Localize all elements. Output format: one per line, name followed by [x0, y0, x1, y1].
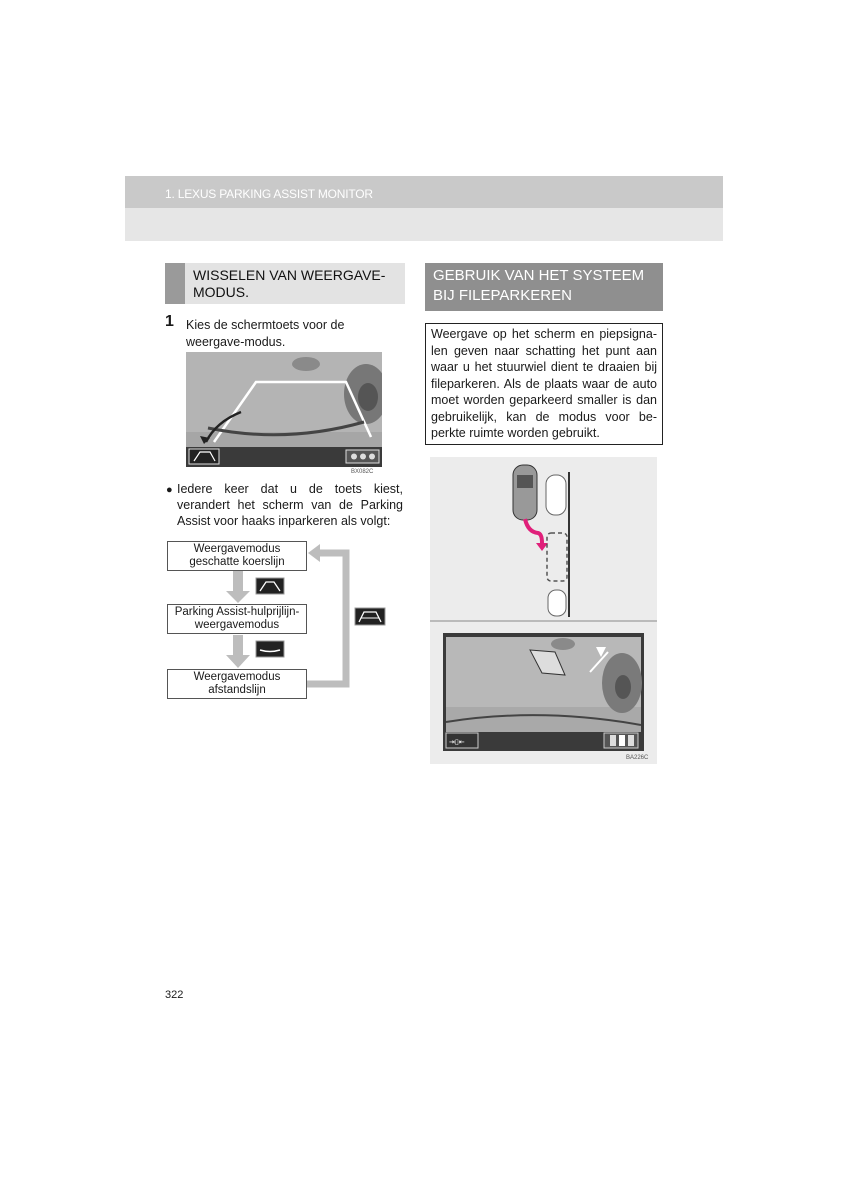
left-heading: WISSELEN VAN WEERGAVE-MODUS. — [193, 267, 386, 300]
section-title: 1. LEXUS PARKING ASSIST MONITOR — [165, 187, 373, 201]
flow-box-guide-line — [167, 604, 307, 634]
page-number: 322 — [165, 989, 184, 1001]
step-number: 1 — [165, 313, 174, 330]
flow-box-line: afstandslijn — [208, 684, 266, 696]
distance-line-button-icon — [256, 641, 284, 657]
flow-box-line: weergavemodus — [194, 619, 280, 631]
info-box: Weergave op het scherm en piepsigna-len geven naar schatting het punt aan waar u het stuurwiel dient te draaien bij fileparkeren. Als de plaats waar de auto moet worden geparkeerd smaller is dan gebruikelijk, kan de modus voor be-perkte ruimte worden gebruikt. — [425, 323, 663, 445]
bullet-text: Iedere keer dat u de toets kiest, verandert het scherm van de Parking Assist voor haaks inparkeren als volgt: — [177, 482, 403, 528]
flow-box-line: Parking Assist-hulprijlijn- — [174, 606, 300, 618]
bullet-icon: ● — [166, 484, 173, 496]
parallel-parking-illustration — [430, 457, 657, 764]
image-code: BA226C — [626, 755, 649, 761]
step-text: Kies de schermtoets voor de weergave-modus. — [186, 318, 345, 349]
flow-box-line: Weergavemodus — [193, 543, 281, 555]
guide-line-button-icon — [355, 608, 385, 625]
left-heading-bar — [165, 263, 185, 304]
svg-text:⇥▯⇤: ⇥▯⇤ — [449, 738, 465, 746]
flow-box-distance-line — [167, 669, 307, 699]
flow-box-estimated-course — [167, 541, 307, 571]
header-band-bottom — [125, 208, 723, 241]
flow-box-line: Weergavemodus — [193, 671, 281, 683]
rear-camera-screen-image — [186, 352, 382, 467]
image-code: BX082C — [351, 469, 374, 475]
course-line-button-icon — [256, 578, 284, 594]
flow-box-line: geschatte koerslijn — [189, 556, 285, 568]
right-heading: GEBRUIK VAN HET SYSTEEM BIJ FILEPARKEREN — [433, 267, 645, 304]
